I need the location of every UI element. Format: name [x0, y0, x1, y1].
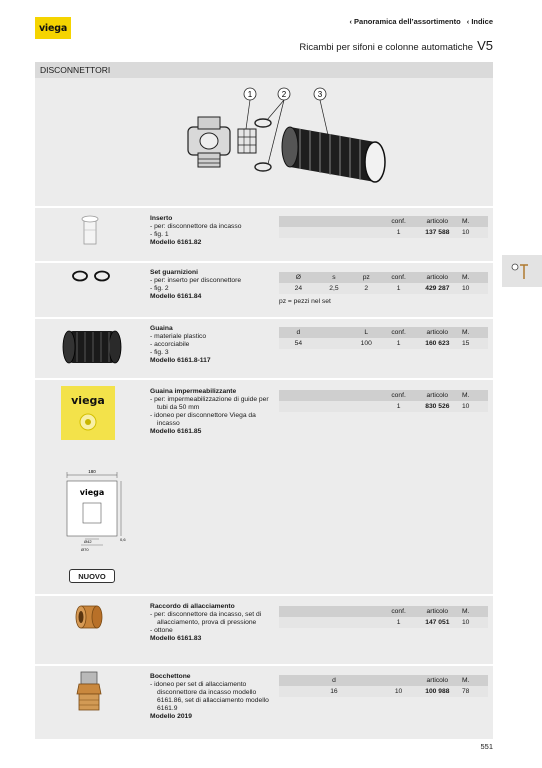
article-number: 429 287 [415, 283, 460, 294]
new-badge: NUOVO [69, 569, 115, 583]
width-dimension: 180 [88, 469, 96, 474]
sleeve-logo-text: viega [71, 394, 105, 407]
spec-table: Ø s pz conf. articolo M. 24 2,5 2 1 429 287 10 [279, 272, 488, 294]
spec-table: conf. articolo M. 1 137 588 10 [279, 216, 488, 238]
insert-image [35, 212, 143, 254]
product-model: Modello 6161.8-117 [150, 357, 211, 364]
article-number: 100 988 [415, 686, 460, 697]
insert-drawing [238, 129, 256, 153]
product-bullet: - accorciabile [150, 341, 190, 348]
row-divider [35, 206, 493, 208]
article-number: 147 051 [415, 617, 460, 628]
product-bullet: - per: disconnettore da incasso, set di allacciamento, prova di pressione [150, 611, 262, 626]
callout-1-label: 1 [247, 90, 253, 99]
row-divider [35, 317, 493, 319]
product-description [150, 603, 280, 643]
connector-fitting-image [35, 600, 143, 634]
product-title: Guaina [150, 325, 173, 332]
spec-table: conf. articolo M. 1 830 526 10 [279, 390, 488, 412]
product-description [150, 673, 280, 721]
product-bullet: - per: disconnettore da incasso [150, 223, 242, 230]
row-divider [35, 261, 493, 263]
product-description [150, 215, 280, 247]
logo-text: viega [38, 22, 68, 34]
product-bullet: - idoneo per disconnettore Viega da incasso [150, 412, 256, 427]
sleeve-drawing [282, 127, 385, 182]
outer-diameter-label: Ø70 [81, 547, 89, 552]
product-title: Inserto [150, 215, 173, 222]
waterproof-sleeve-image [35, 384, 143, 442]
union-fitting-image [35, 670, 143, 714]
product-description [150, 269, 280, 301]
section-title: Ricambi per sifoni e colonne automatiche [299, 42, 474, 53]
exploded-drawing [180, 87, 395, 197]
product-bullet: - ottone [150, 627, 173, 634]
section-heading [299, 38, 493, 53]
siphon-icon [502, 255, 542, 287]
article-number: 160 623 [415, 338, 460, 349]
product-model: Modello 6161.85 [150, 428, 202, 435]
product-description [150, 388, 280, 436]
category-bar: DISCONNETTORI [35, 62, 493, 78]
row-divider [35, 378, 493, 380]
o-ring-upper [255, 119, 271, 127]
table-note: pz = pezzi nel set [279, 298, 331, 305]
disconnector-body-drawing [188, 117, 230, 167]
product-title: Bocchettone [150, 673, 191, 680]
article-number: 830 526 [415, 401, 460, 412]
product-bullet: - per: impermeabilizzazione di guide per tubi da 50 mm [150, 396, 269, 411]
row-divider [35, 594, 493, 596]
product-panel [35, 62, 493, 739]
product-bullet: - materiale plastico [150, 333, 207, 340]
callout-2-label: 2 [281, 90, 287, 99]
product-model: Modello 2019 [150, 713, 192, 720]
o-ring-lower [255, 163, 271, 171]
product-bullet: - idoneo per set di allacciamento disconnettore da incasso modello 6161.86, set di allacciamento modello 6161.9 [150, 681, 269, 712]
chapter-side-tab[interactable] [502, 255, 542, 287]
viega-logo [35, 17, 71, 39]
gasket-set-image [35, 266, 143, 286]
product-description [150, 325, 280, 365]
spec-table: d articolo M. 16 10 100 988 78 [279, 675, 488, 697]
product-title: Guaina impermeabilizzante [150, 388, 237, 395]
article-number: 137 588 [415, 227, 460, 238]
sleeve-image [35, 322, 143, 372]
product-model: Modello 6161.83 [150, 635, 202, 642]
product-model: Modello 6161.82 [150, 239, 202, 246]
product-title: Set guarnizioni [150, 269, 198, 276]
top-nav [349, 17, 493, 26]
inner-diameter-label: Ø42 [84, 539, 92, 544]
product-title: Raccordo di allacciamento [150, 603, 235, 610]
product-model: Modello 6161.84 [150, 293, 202, 300]
spec-table: d L conf. articolo M. 54 100 1 160 623 15 [279, 327, 488, 349]
section-code: V5 [477, 38, 493, 53]
spec-table: conf. articolo M. 1 147 051 10 [279, 606, 488, 628]
row-divider [35, 664, 493, 666]
page-number: 551 [480, 742, 493, 751]
product-bullet: - fig. 3 [150, 349, 169, 356]
drawing-logo-text: viega [79, 488, 105, 497]
nav-panoramica-link[interactable]: ‹ Panoramica dell’assortimento [349, 17, 461, 26]
thickness-label: 0,6 [120, 537, 126, 542]
callout-3-label: 3 [317, 90, 323, 99]
nav-indice-link[interactable]: ‹ Indice [466, 17, 493, 26]
product-bullet: - per: inserto per disconnettore [150, 277, 242, 284]
product-bullet: - fig. 1 [150, 231, 169, 238]
product-bullet: - fig. 2 [150, 285, 169, 292]
dimension-drawing [57, 469, 129, 555]
